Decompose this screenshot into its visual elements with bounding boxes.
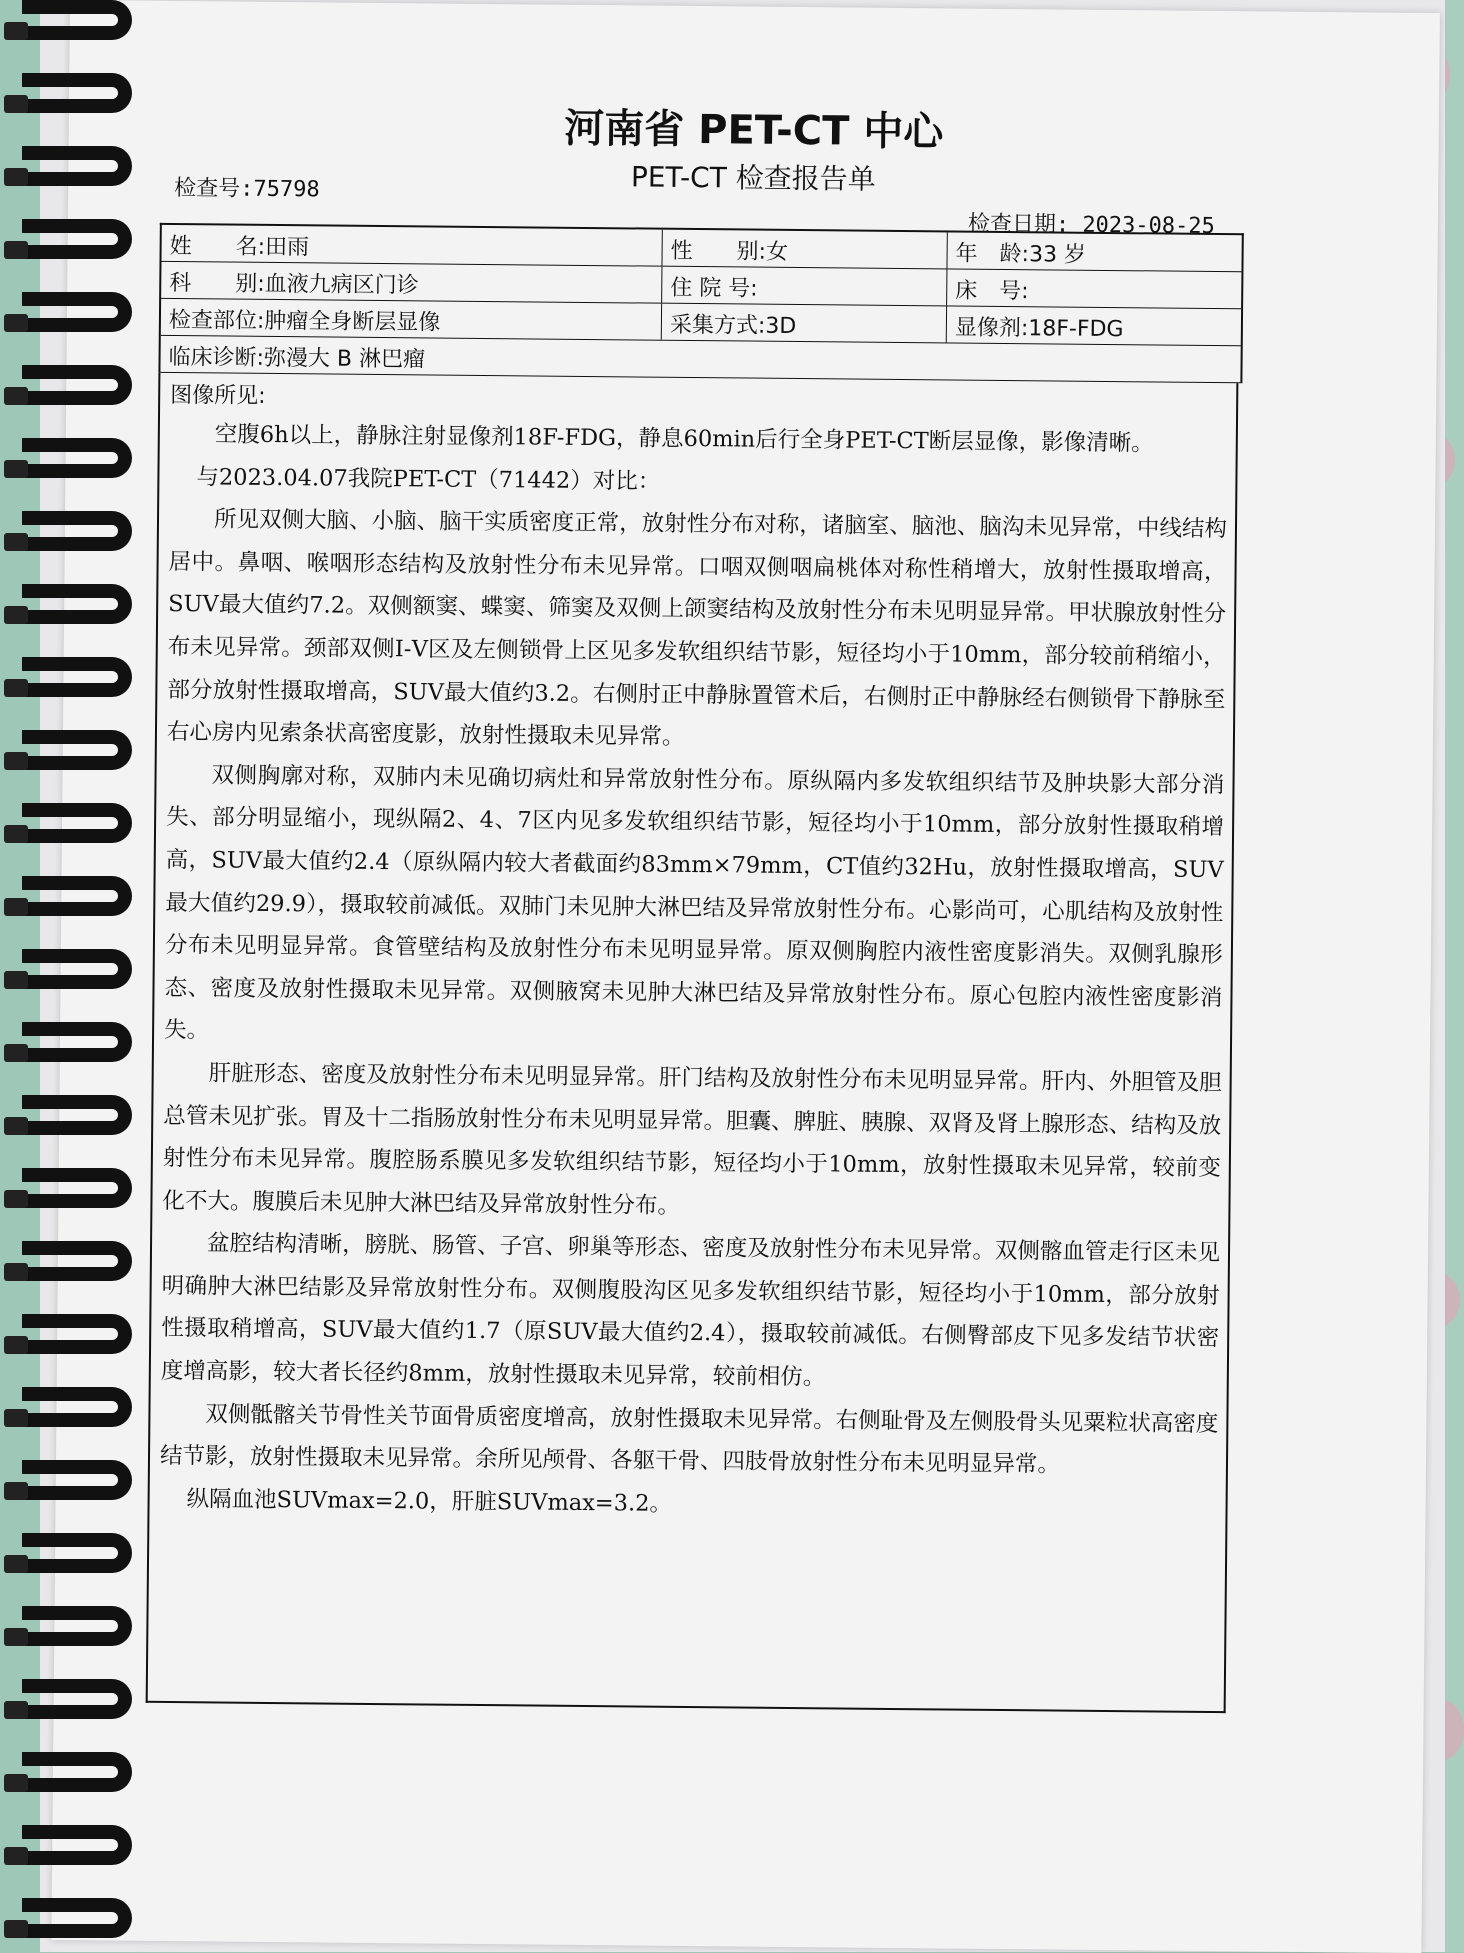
- report-page: [51, 0, 1440, 1953]
- binding-ring: [22, 1679, 132, 1719]
- binding-hole: [4, 606, 28, 624]
- binding-ring: [22, 1168, 132, 1208]
- binding-hole: [4, 1555, 28, 1573]
- binding-hole: [4, 898, 28, 916]
- exam-number: 检查号:75798: [174, 176, 320, 203]
- binding-ring: [22, 803, 132, 843]
- binding-hole: [4, 1701, 28, 1719]
- patient-info-table: [158, 223, 1243, 383]
- binding-hole: [4, 168, 28, 186]
- patient-department: 科 别:血液九病区门诊: [169, 270, 419, 299]
- findings-paragraph: 空腹6h以上，静脉注射显像剂18F-FDG，静息60min后行全身PET-CT断层显像，影像清晰。: [214, 421, 1154, 457]
- bed-number: 床 号:: [946, 269, 1241, 308]
- binding-ring: [22, 1898, 132, 1938]
- binding-ring: [22, 146, 132, 186]
- binding-ring: [22, 876, 132, 916]
- binding-hole: [4, 387, 28, 405]
- findings-label: 图像所见:: [170, 382, 266, 409]
- binding-hole: [4, 1409, 28, 1427]
- binding-hole: [4, 533, 28, 551]
- binding-hole: [4, 95, 28, 113]
- binding-hole: [4, 1044, 28, 1062]
- binding-hole: [4, 1482, 28, 1500]
- binding-ring: [22, 0, 132, 40]
- binding-hole: [4, 971, 28, 989]
- binding-ring: [22, 1533, 132, 1573]
- binding-ring: [22, 657, 132, 697]
- binding-hole: [4, 241, 28, 259]
- exam-date: 检查日期: 2023-08-25: [967, 211, 1215, 239]
- binding-hole: [4, 1263, 28, 1281]
- spiral-binding: [0, 0, 140, 1952]
- binding-hole: [4, 1847, 28, 1865]
- binding-hole: [4, 314, 28, 332]
- binding-hole: [4, 1336, 28, 1354]
- binding-hole: [4, 1190, 28, 1208]
- binding-ring: [22, 511, 132, 551]
- binding-ring: [22, 949, 132, 989]
- findings-section: [146, 373, 1239, 1713]
- binding-hole: [4, 460, 28, 478]
- binding-ring: [22, 1095, 132, 1135]
- binding-ring: [22, 1387, 132, 1427]
- binding-ring: [22, 1314, 132, 1354]
- exam-site: 检查部位:肿瘤全身断层显像: [168, 307, 441, 336]
- binding-ring: [22, 1241, 132, 1281]
- binding-hole: [4, 825, 28, 843]
- binding-ring: [22, 438, 132, 478]
- binding-hole: [4, 1920, 28, 1938]
- findings-paragraph: 双侧胸廓对称，双肺内未见确切病灶和异常放射性分布。原纵隔内多发软组织结节及肿块影大部分消失、部分明显缩小，现纵隔2、4、7区内见多发软组织结节影，短径均小于10mm，部分放射性摄取稍增高，SUV最大值约2.4（原纵隔内较大者截面约83mm×79mm，CT值约32Hu，放射性摄取增高，SUV最大值约29.9），摄取较前减低。双肺门未见肿大淋巴结及异常放射性分布。心影尚可，心肌结构及放射性分布未见明显异常。食管壁结构及放射性分布未见明显异常。原双侧胸腔内液性密度影消失。双侧乳腺形态、密度及放射性摄取未见异常。双侧腋窝未见肿大淋巴结及异常放射性分布。原心包腔内液性密度影消失。: [163, 762, 1225, 1044]
- binding-ring: [22, 1022, 132, 1062]
- findings-paragraph: 与2023.04.07我院PET-CT（71442）对比：: [196, 463, 661, 495]
- binding-ring: [22, 1606, 132, 1646]
- binding-ring: [22, 365, 132, 405]
- patient-age: 年 龄:33 岁: [946, 232, 1241, 271]
- binding-ring: [22, 1825, 132, 1865]
- binding-ring: [22, 1752, 132, 1792]
- binding-ring: [22, 219, 132, 259]
- binding-ring: [22, 292, 132, 332]
- binding-hole: [4, 679, 28, 697]
- binding-hole: [4, 1117, 28, 1135]
- findings-paragraph: 肝脏形态、密度及放射性分布未见明显异常。肝门结构及放射性分布未见明显异常。肝内、外胆管及胆总管未见扩张。胃及十二指肠放射性分布未见明显异常。胆囊、脾脏、胰腺、双肾及肾上腺形态、结构及放射性分布未见异常。腹腔肠系膜见多发软组织结节影，短径均小于10mm，放射性摄取未见异常，较前变化不大。腹膜后未见肿大淋巴结及异常放射性分布。: [162, 1060, 1222, 1219]
- binding-hole: [4, 22, 28, 40]
- binding-ring: [22, 73, 132, 113]
- binding-hole: [4, 1628, 28, 1646]
- hospital-title: 河南省 PET-CT 中心: [563, 105, 944, 156]
- patient-gender: 性 别:女: [661, 230, 946, 269]
- findings-paragraph: 双侧骶髂关节骨性关节面骨质密度增高，放射性摄取未见异常。右侧耻骨及左侧股骨头见粟粒状高密度结节影，放射性摄取未见异常。余所见颅骨、各躯干骨、四肢骨放射性分布未见明显异常。: [159, 1401, 1219, 1478]
- findings-paragraph: 盆腔结构清晰，膀胱、肠管、子宫、卵巢等形态、密度及放射性分布未见异常。双侧髂血管走行区未见明确肿大淋巴结影及异常放射性分布。双侧腹股沟区见多发软组织结节影，短径均小于10mm，部分放射性摄取稍增高，SUV最大值约1.7（原SUV最大值约2.4），摄取较前减低。右侧臀部皮下见多发结节状密度增高影，较大者长径约8mm，放射性摄取未见异常，较前相仿。: [160, 1230, 1221, 1391]
- binding-ring: [22, 1460, 132, 1500]
- findings-paragraph: 所见双侧大脑、小脑、脑干实质密度正常，放射性分布对称，诸脑室、脑池、脑沟未见异常，中线结构居中。鼻咽、喉咽形态结构及放射性分布未见异常。口咽双侧咽扁桃体对称性稍增大，放射性摄取增高，SUV最大值约7.2。双侧额窦、蝶窦、筛窦及双侧上颌窦结构及放射性分布未见明显异常。甲状腺放射性分布未见异常。颈部双侧Ⅰ-Ⅴ区及左侧锁骨上区见多发软组织结节影，短径均小于10mm，部分较前稍缩小，部分放射性摄取增高，SUV最大值约3.2。右侧肘正中静脉置管术后，右侧肘正中静脉经右侧锁骨下静脉至右心房内见索条状高密度影，放射性摄取未见异常。: [166, 506, 1228, 751]
- patient-name: 姓 名:田雨: [169, 233, 310, 261]
- findings-paragraph: 纵隔血池SUVmax=2.0，肝脏SUVmax=3.2。: [186, 1486, 673, 1517]
- binding-ring: [22, 730, 132, 770]
- clinical-diagnosis: 临床诊断:弥漫大 B 淋巴瘤: [168, 344, 426, 373]
- form-title: PET-CT 检查报告单: [630, 160, 876, 196]
- binding-ring: [22, 584, 132, 624]
- tracer: 显像剂:18F-FDG: [946, 306, 1241, 345]
- inpatient-number: 住 院 号:: [661, 267, 946, 306]
- binding-hole: [4, 752, 28, 770]
- binding-hole: [4, 1774, 28, 1792]
- acquisition-mode: 采集方式:3D: [661, 304, 946, 343]
